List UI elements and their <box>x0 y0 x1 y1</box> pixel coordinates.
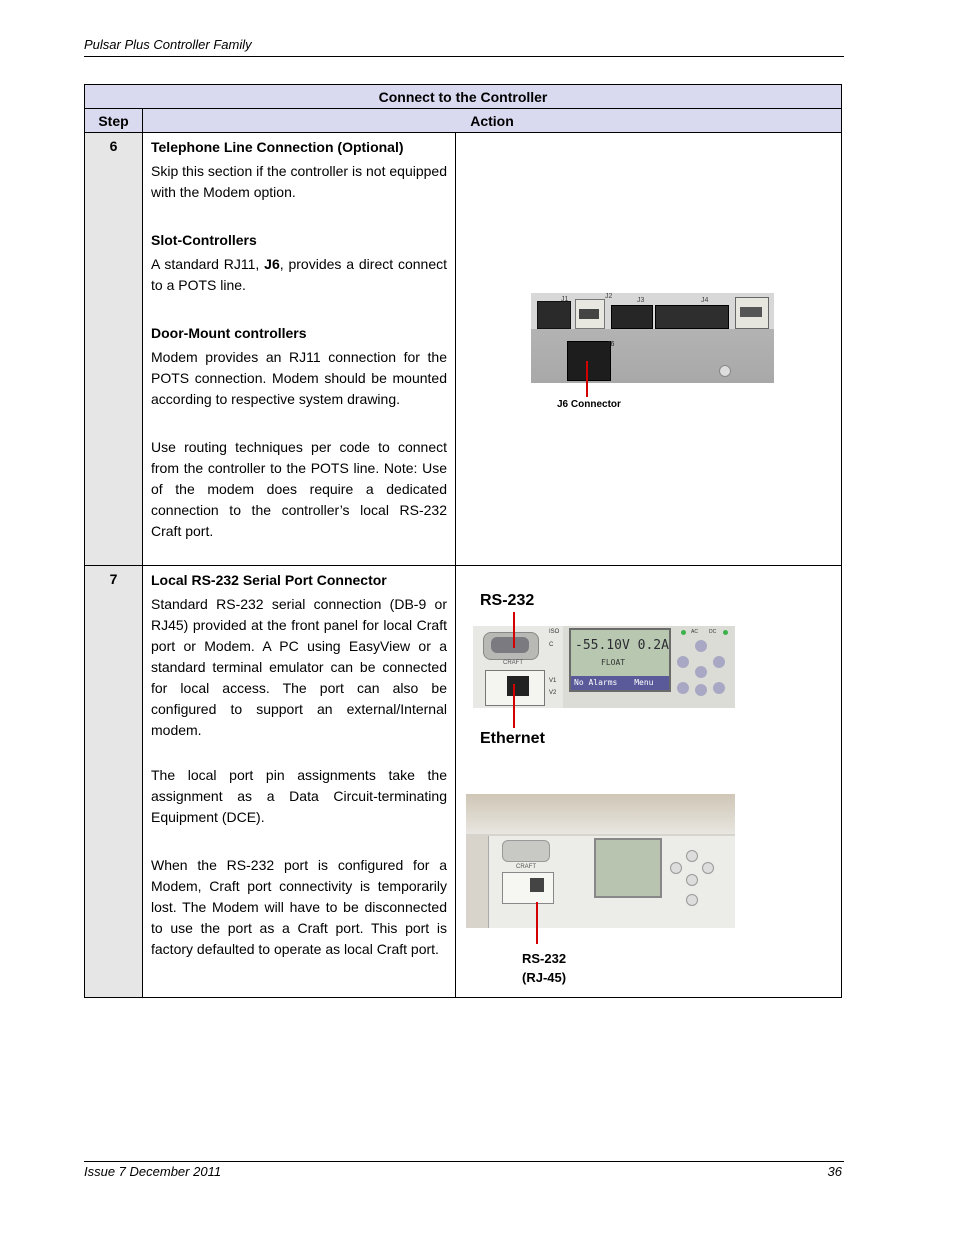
image-cell <box>456 133 842 566</box>
keypad-right-button <box>713 656 725 668</box>
arrow-to-rj45 <box>536 902 538 944</box>
rj45-caption <box>522 949 566 987</box>
lcd-mode: FLOAT <box>601 658 626 667</box>
rs232-label: RS-232 <box>480 592 535 609</box>
connector-label-j3: J3 <box>637 297 645 304</box>
connect-table <box>84 84 842 998</box>
led-label: V2 <box>549 690 557 696</box>
image-cell <box>456 566 842 998</box>
arrow-to-j6 <box>586 361 588 397</box>
arrow-to-ethernet <box>513 684 515 728</box>
craft-port-label: CRAFT <box>516 864 536 870</box>
keypad-left-button <box>677 656 689 668</box>
lcd-display <box>569 628 671 692</box>
led-label: AC <box>691 629 698 635</box>
connector-label-j6: J6 <box>607 341 615 348</box>
keypad-extra-button <box>713 682 725 694</box>
section-text: Standard RS-232 serial connection (DB-9 or RJ45) provided at the front panel for local Craft port or Modem. A PC using EasyView or a standard terminal emulator can be connected for local access. The port can also be configured to support an external/Internal modem. <box>151 596 447 738</box>
page-number: 36 <box>827 1164 842 1179</box>
section-text: Skip this section if the controller is not equipped with the Modem option. <box>151 163 447 200</box>
footer-rule <box>84 1161 844 1162</box>
action-column-header: Action <box>143 109 842 133</box>
step-column-header: Step <box>85 109 143 133</box>
connector-label-j4: J4 <box>701 297 709 304</box>
step-number: 7 <box>85 566 143 998</box>
connector-label-j1: J1 <box>561 296 569 303</box>
section-text: The local port pin assignments take the assignment as a Data Circuit-terminating Equipment (DCE). <box>151 767 447 825</box>
arrow-to-rs232 <box>513 612 515 648</box>
lcd-menu: Menu <box>634 678 654 687</box>
lcd-alarms: No Alarms <box>574 678 618 687</box>
section-title: Local RS-232 Serial Port Connector <box>151 572 387 588</box>
keypad-extra-button <box>677 682 689 694</box>
section-text: Modem provides an RJ11 connection for the POTS connection. Modem should be mounted according to respective system drawing. <box>151 349 447 407</box>
led-label: C <box>549 642 554 648</box>
section-text: When the RS-232 port is configured for a Modem, Craft port connectivity is temporarily lost. The Modem will have to be disconnected to use the port as a Craft port. This port is factory defaulted to operate as local Craft port. <box>151 857 447 957</box>
table-row <box>85 133 842 566</box>
footer-issue: Issue 7 December 2011 <box>84 1164 222 1179</box>
section-text: A standard RJ11, J6, provides a direct connect to a POTS line. <box>151 256 448 293</box>
rj45-caption-line2: (RJ-45) <box>522 970 567 985</box>
section-text: Use routing techniques per code to connect from the controller to the POTS line. Note: Use of the modem does require a dedicated connection to the controller’s local RS-232 Craft port. <box>151 439 447 539</box>
rj45-caption-line1: RS-232 <box>522 951 567 966</box>
section-title: Door-Mount controllers <box>151 325 307 341</box>
keypad-down-button <box>695 684 707 696</box>
ethernet-label: Ethernet <box>480 730 545 747</box>
lcd-voltage: -55.10V <box>575 638 630 653</box>
led-label: ISO <box>549 629 560 635</box>
step-number: 6 <box>85 133 143 566</box>
action-text <box>143 566 456 998</box>
table-row <box>85 566 842 998</box>
action-text <box>143 133 456 566</box>
keypad-enter-button <box>695 666 707 678</box>
section-title: Telephone Line Connection (Optional) <box>151 139 404 155</box>
keypad-up-button <box>695 640 707 652</box>
led-label: DC <box>709 629 717 635</box>
running-header: Pulsar Plus Controller Family <box>84 37 252 52</box>
section-title: Slot-Controllers <box>151 232 257 248</box>
front-panel-photo-rj45 <box>466 794 735 928</box>
controller-board-photo <box>531 293 774 383</box>
header-rule <box>84 56 844 57</box>
j6-connector-caption: J6 Connector <box>557 399 621 410</box>
led-label: V1 <box>549 678 557 684</box>
craft-port-label: CRAFT <box>503 660 523 666</box>
table-title: Connect to the Controller <box>85 85 842 109</box>
lcd-current: 0.2A <box>637 638 669 653</box>
connector-label-j2: J2 <box>605 293 613 300</box>
